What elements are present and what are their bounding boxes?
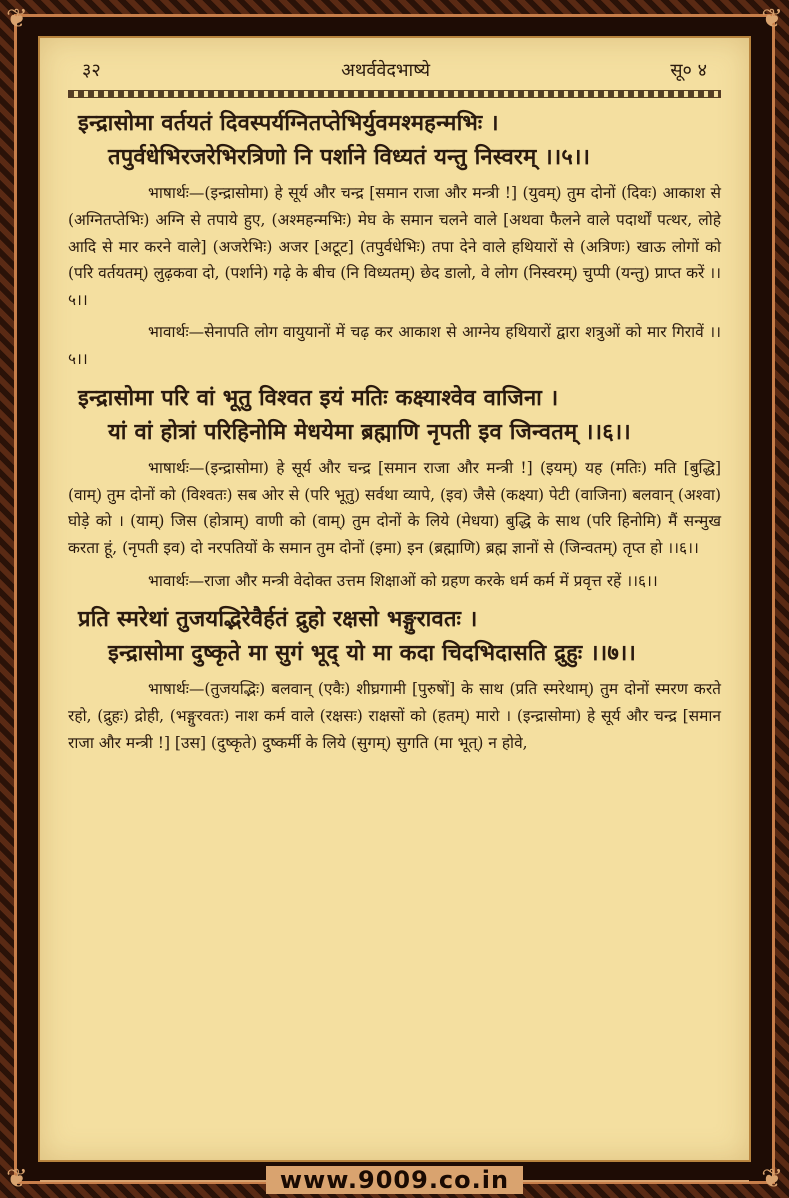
- bhashya-paragraph: भाषार्थः—(इन्द्रासोमा) हे सूर्य और चन्द्र [समान राजा और मन्त्री !] (युवम्) तुम दोनों (दिवः) आकाश से (अग्नितप्तेभिः) अग्नि से तपाये हुए, (अश्महन्मभिः) मेघ के समान चलने वाले [अथवा फैलने वाले पदार्थों पत्थर, लोहे आदि से मार करने वाले] (अजरेभिः) अजर [अटूट] (तपुर्वधेभिः) तपा देने वाले हथियारों से (अत्रिणः) खाऊ लोगों को (परि वर्तयतम्) लुढ़कवा दो, (पर्शाने) गढ़े के बीच (नि विध्यतम्) छेद डालो, वे लोग (निस्वरम्) चुप्पी (यन्तु) प्राप्त करें ।।५।।: [68, 184, 721, 309]
- mantra-line: यां वां होत्रां परिहिनोमि मेधयेमा ब्रह्माणि नृपती इव जिन्वतम् ।।६।।: [108, 418, 631, 445]
- verse-7: [68, 602, 721, 756]
- footer-divider: [509, 1180, 749, 1182]
- section-number: सू० ४: [670, 60, 707, 81]
- verse-6: [68, 381, 721, 594]
- corner-ornament-icon: ❦: [6, 1164, 28, 1194]
- mantra-line: प्रति स्मरेथां तुजयद्भिरेवैर्हतं द्रुहो रक्षसो भङ्गुरावतः ।: [78, 606, 478, 633]
- page-footer: [0, 1162, 789, 1198]
- page-header: [68, 56, 721, 84]
- mantra-line: तपुर्वधेभिरजरेभिरत्रिणो नि पर्शाने विध्यतं यन्तु निस्वरम् ।।५।।: [108, 144, 591, 171]
- corner-ornament-icon: ❦: [6, 4, 28, 34]
- website-link[interactable]: www.9009.co.in: [266, 1166, 523, 1194]
- bhavartha-paragraph: भावार्थः—राजा और मन्त्री वेदोक्त उत्तम शिक्षाओं को ग्रहण करके धर्म कर्म में प्रवृत्त रहें ।।६।।: [148, 571, 658, 590]
- corner-ornament-icon: ❦: [761, 1164, 783, 1194]
- corner-ornament-icon: ❦: [761, 4, 783, 34]
- header-divider: [68, 90, 721, 98]
- book-page: [38, 36, 751, 1162]
- book-title: अथर्ववेदभाष्ये: [341, 60, 431, 81]
- page-number: ३२: [82, 60, 101, 81]
- bhashya-paragraph: भाषार्थः—(इन्द्रासोमा) हे सूर्य और चन्द्र [समान राजा और मन्त्री !] (इयम्) यह (मतिः) मति [बुद्धि] (वाम्) तुम दोनों को (विश्वतः) सब ओर से (परि भूतु) सर्वथा व्यापे, (इव) जैसे (कक्ष्या) पेटी (वाजिना) बलवान् (अश्वा) घोड़े को । (याम्) जिस (होत्राम्) वाणी को (वाम्) तुम दोनों के लिये (मेधया) बुद्धि के साथ (परि हिनोमि) मैं सन्मुख करता हूं, (नृपती इव) दो नरपतियों के समान तुम दोनों (इमा) इन (ब्रह्माणि) ब्रह्म ज्ञानों से (जिन्वतम्) तृप्त हो ।।६।।: [68, 458, 721, 557]
- mantra-line: इन्द्रासोमा परि वां भूतु विश्वत इयं मतिः कक्ष्याश्वेव वाजिना ।: [78, 384, 559, 411]
- bhavartha-paragraph: भावार्थः—सेनापति लोग वायुयानों में चढ़ कर आकाश से आग्नेय हथियारों द्वारा शत्रुओं को मार गिरावें ।।५।।: [68, 323, 721, 369]
- mantra-line: इन्द्रासोमा दुष्कृते मा सुगं भूद् यो मा कदा चिदभिदासति द्रुहुः ।।७।।: [108, 640, 637, 667]
- mantra-line: इन्द्रासोमा वर्तयतं दिवस्पर्यग्नितप्तेभिर्युवमश्महन्मभिः ।: [78, 110, 499, 136]
- footer-divider: [40, 1180, 280, 1182]
- verse-5: [68, 106, 721, 373]
- bhashya-paragraph: भाषार्थः—(तुजयद्भिः) बलवान् (एवैः) शीघ्रगामी [पुरुषों] के साथ (प्रति स्मरेथाम्) तुम दोनों स्मरण करते रहो, (द्रुहः) द्रोही, (भङ्गुरवतः) नाश कर्म वाले (रक्षसः) राक्षसों को (हतम्) मारो । (इन्द्रासोमा) हे सूर्य और चन्द्र [समान राजा और मन्त्री !] [उस] (दुष्कृते) दुष्कर्मी के लिये (सुगम्) सुगति (मा भूत्) न होवे,: [68, 680, 721, 752]
